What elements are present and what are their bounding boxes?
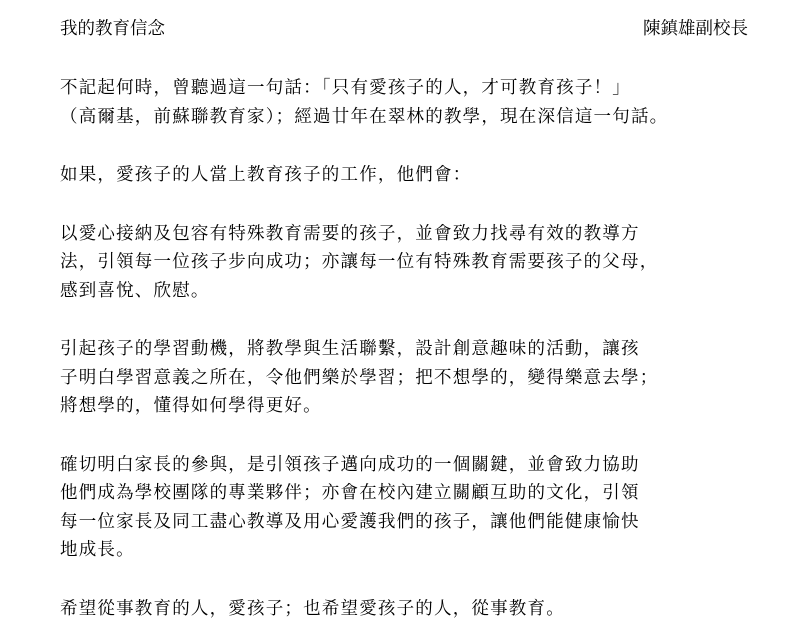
paragraph-learning-motivation bbox=[60, 335, 748, 421]
paragraph-line: 將想學的，懂得如何學得更好。 bbox=[60, 396, 322, 416]
paragraph-line: 他們成為學校團隊的專業夥伴；亦會在校內建立關顧互助的文化，引領 bbox=[60, 483, 640, 503]
paragraph-parent-partnership bbox=[60, 451, 748, 565]
paragraph-line: 確切明白家長的參與，是引領孩子邁向成功的一個關鍵，並會致力協助 bbox=[60, 454, 640, 475]
paragraph-line: 以愛心接納及包容有特殊教育需要的孩子，並會致力找尋有效的教導方 bbox=[60, 223, 640, 244]
paragraph-line: 子明白學習意義之所在，令他們樂於學習；把不想學的，變得樂意去學； bbox=[60, 367, 659, 388]
paragraph-special-needs bbox=[60, 220, 748, 306]
document-header bbox=[60, 14, 748, 44]
paragraph-line: 法，引領每一位孩子步向成功；亦讓每一位有特殊教育需要孩子的父母， bbox=[60, 252, 659, 272]
document-page bbox=[60, 14, 748, 623]
paragraph-line: 如果，愛孩子的人當上教育孩子的工作，他們會： bbox=[60, 165, 472, 185]
paragraph-lead-in bbox=[60, 161, 748, 190]
paragraph-line: 引起孩子的學習動機，將教學與生活聯繫，設計創意趣味的活動，讓孩 bbox=[60, 339, 640, 359]
paragraph-line: 不記起何時，曾聽過這一句話：「只有愛孩子的人，才可教育孩子！」 bbox=[60, 78, 631, 98]
document-author: 陳鎮雄副校長 bbox=[643, 19, 748, 39]
paragraph-line: 每一位家長及同工盡心教導及用心愛護我們的孩子，讓他們能健康愉快 bbox=[60, 511, 640, 532]
paragraph-line: 希望從事教育的人，愛孩子；也希望愛孩子的人，從事教育。 bbox=[60, 598, 565, 619]
paragraph-intro bbox=[60, 74, 748, 131]
paragraph-line: 地成長。 bbox=[60, 540, 135, 560]
paragraph-closing bbox=[60, 595, 748, 624]
document-title: 我的教育信念 bbox=[60, 19, 165, 39]
paragraph-line: 感到喜悅、欣慰。 bbox=[60, 280, 210, 301]
paragraph-line: （高爾基，前蘇聯教育家）；經過廿年在翠林的教學，現在深信這一句話。 bbox=[60, 106, 669, 127]
